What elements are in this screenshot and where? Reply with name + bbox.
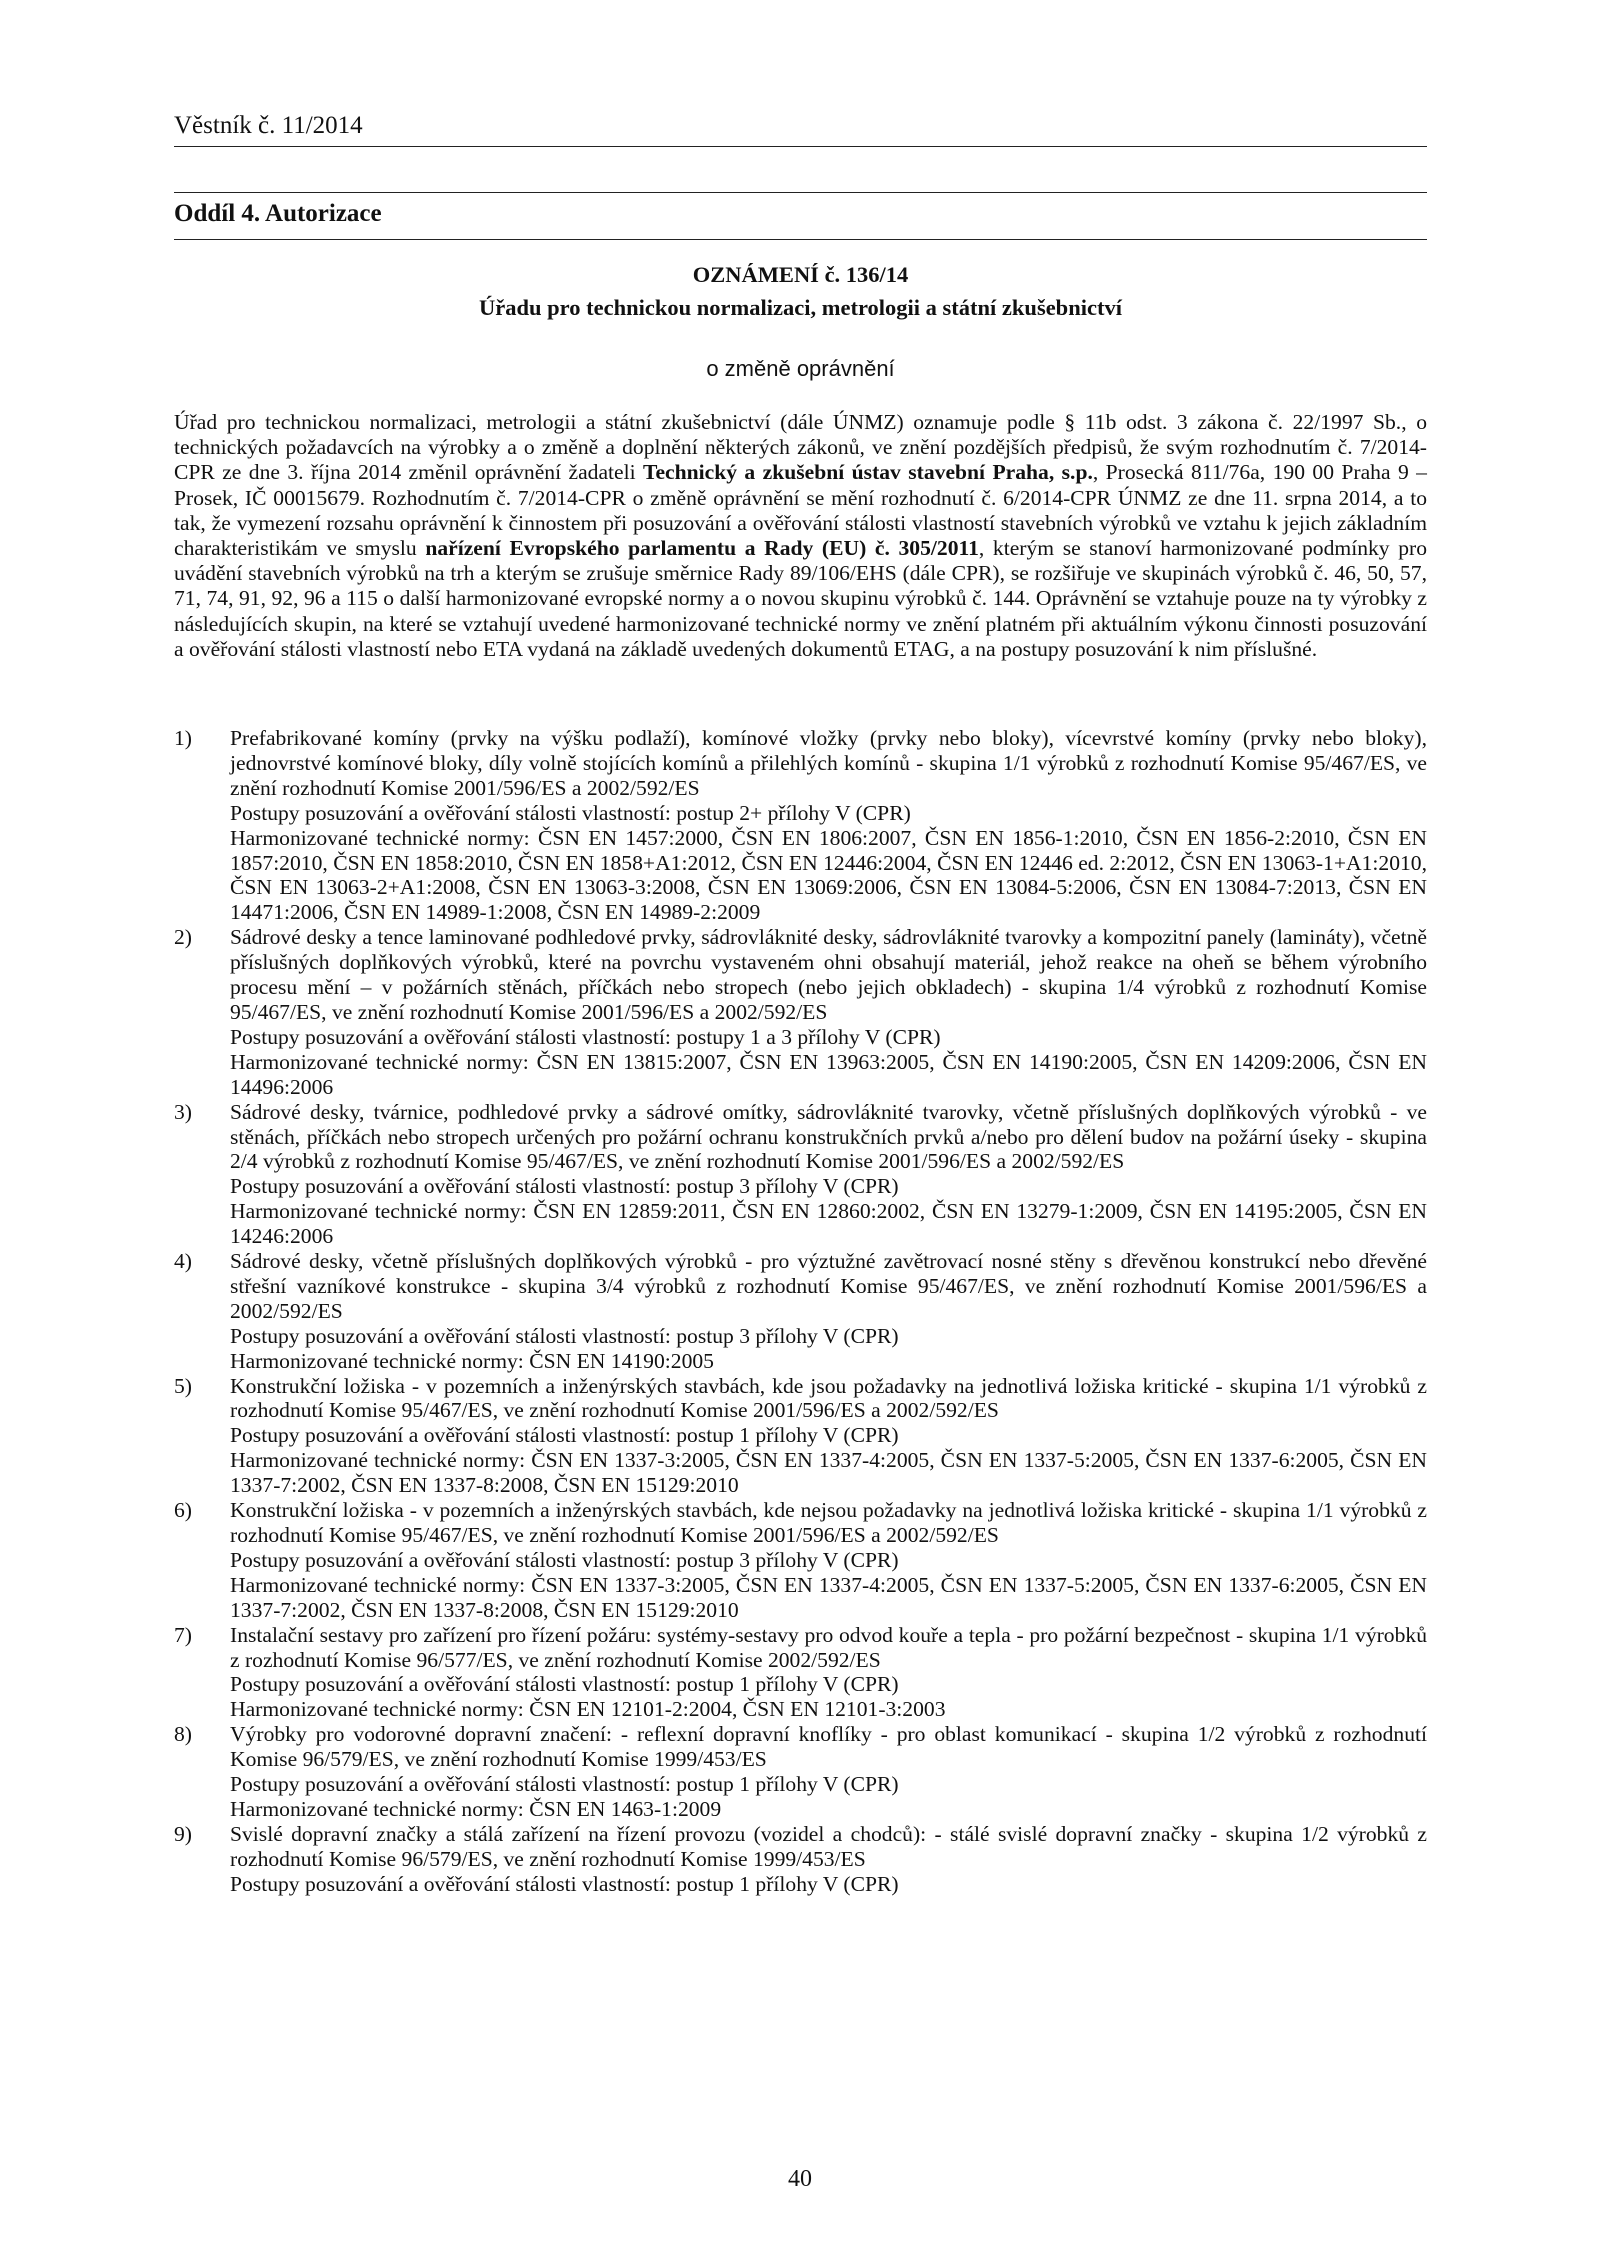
item-standards: Harmonizované technické normy: ČSN EN 1337-3:2005, ČSN EN 1337-4:2005, ČSN EN 1337-5:2005, ČSN EN 1337-6:2005, ČSN EN 1337-7:2002, ČSN EN 1337-8:2008, ČSN EN 15129:2010 [230, 1572, 1427, 1622]
intro-text-1: Úřad pro technickou normalizaci, metrologii a státní zkušebnictví (dále ÚNMZ) oznamuje podle § 11b odst. 3 zákona č. 22/1997 Sb., o technických požadavcích na výrobky a o změně a doplnění některých zákonů, ve znění pozdějších předpisů, že svým rozhodnutím č. 7/2014-CPR ze dne 3. října 2014 změnil oprávnění žadateli [174, 410, 1427, 485]
applicant-name: Technický a zkušební ústav stavební Praha, s.p. [643, 460, 1093, 485]
regulation-reference: nařízení Evropského parlamentu a Rady (EU) č. 305/2011 [425, 536, 979, 561]
header-rule [174, 146, 1427, 147]
item-procedure: Postupy posuzování a ověřování stálosti vlastností: postup 3 přílohy V (CPR) [230, 1323, 899, 1348]
list-item [174, 726, 1427, 925]
item-description: Sádrové desky, tvárnice, podhledové prvky a sádrové omítky, sádrovláknité tvarovky, včetně příslušných doplňkových výrobků - ve stěnách, příčkách nebo stropech určených pro požární ochranu konstrukčních prvků a/nebo pro dělení budov na požární úseky - skupina 2/4 výrobků z rozhodnutí Komise 95/467/ES, ve znění rozhodnutí Komise 2001/596/ES a 2002/592/ES [230, 1099, 1427, 1174]
publication-header: Věstník č. 11/2014 [174, 112, 363, 139]
product-group-list [174, 726, 1427, 1897]
item-description: Výrobky pro vodorovné dopravní značení: - reflexní dopravní knoflíky - pro oblast komunikací - skupina 1/2 výrobků z rozhodnutí Komise 96/579/ES, ve znění rozhodnutí Komise 1999/453/ES [230, 1722, 1427, 1772]
item-description: Konstrukční ložiska - v pozemních a inženýrských stavbách, kde jsou požadavky na jednotlivá ložiska kritické - skupina 1/1 výrobků z rozhodnutí Komise 95/467/ES, ve znění rozhodnutí Komise 2001/596/ES a 2002/592/ES [230, 1373, 1427, 1423]
item-description: Sádrové desky, včetně příslušných doplňkových výrobků - pro výztužné zavětrovací nosné stěny s dřevěnou konstrukcí nebo dřevěné střešní vazníkové konstrukce - skupina 3/4 výrobků z rozhodnutí Komise 95/467/ES, ve znění rozhodnutí Komise 2001/596/ES a 2002/592/ES [230, 1249, 1427, 1323]
notice-issuer: Úřadu pro technickou normalizaci, metrologii a státní zkušebnictví [479, 295, 1122, 320]
item-procedure: Postupy posuzování a ověřování stálosti vlastností: postup 1 přílohy V (CPR) [230, 1871, 899, 1896]
item-standards: Harmonizované technické normy: ČSN EN 1337-3:2005, ČSN EN 1337-4:2005, ČSN EN 1337-5:2005, ČSN EN 1337-6:2005, ČSN EN 1337-7:2002, ČSN EN 1337-8:2008, ČSN EN 15129:2010 [230, 1448, 1427, 1498]
item-standards: Harmonizované technické normy: ČSN EN 14190:2005 [230, 1348, 714, 1373]
item-standards: Harmonizované technické normy: ČSN EN 13815:2007, ČSN EN 13963:2005, ČSN EN 14190:2005, ČSN EN 14209:2006, ČSN EN 14496:2006 [230, 1049, 1427, 1099]
intro-text-3: , kterým se stanoví harmonizované podmínky pro uvádění stavebních výrobků na trh a kterým se zrušuje směrnice Rady 89/106/EHS (dále CPR), se rozšiřuje ve skupinách výrobků č. 46, 50, 57, 71, 74, 91, 92, 96 a 115 o další harmonizované evropské normy a o novou skupinu výrobků č. 144. Oprávnění se vztahuje pouze na ty výrobky z následujících skupin, na které se vztahují uvedené harmonizované technické normy ve znění platném při aktuálním výkonu činnosti posuzování a ověřování stálosti vlastností nebo ETA vydaná na základě uvedených dokumentů ETAG, a na postupy posuzování k nim příslušné. [174, 536, 1427, 661]
item-description: Instalační sestavy pro zařízení pro řízení požáru: systémy-sestavy pro odvod kouře a tepla - pro požární bezpečnost - skupina 1/1 výrobků z rozhodnutí Komise 96/577/ES, ve znění rozhodnutí Komise 2002/592/ES [230, 1622, 1427, 1672]
item-number: 3) [174, 1099, 192, 1124]
list-item [174, 1822, 1427, 1897]
item-number: 8) [174, 1722, 192, 1747]
item-procedure: Postupy posuzování a ověřování stálosti vlastností: postup 1 přílohy V (CPR) [230, 1672, 899, 1697]
item-number: 7) [174, 1622, 192, 1647]
item-number: 6) [174, 1498, 192, 1523]
notice-subject: o změně oprávnění [706, 356, 895, 381]
item-number: 4) [174, 1249, 192, 1274]
item-number: 2) [174, 925, 192, 950]
page-number: 40 [788, 2166, 812, 2192]
item-description: Sádrové desky a tence laminované podhledové prvky, sádrovláknité desky, sádrovláknité tvarovky a kompozitní panely (lamináty), včetně příslušných doplňkových výrobků, které na povrchu vystaveném ohni obsahují materiál, jehož reakce na oheň se během výrobního procesu mění – v požárních stěnách, příčkách nebo stropech (nebo jejich obkladech) - skupina 1/4 výrobků z rozhodnutí Komise 95/467/ES, ve znění rozhodnutí Komise 2001/596/ES a 2002/592/ES [230, 925, 1427, 1024]
section-rule-top [174, 192, 1427, 193]
item-standards: Harmonizované technické normy: ČSN EN 12859:2011, ČSN EN 12860:2002, ČSN EN 13279-1:2009, ČSN EN 14195:2005, ČSN EN 14246:2006 [230, 1199, 1427, 1249]
list-item [174, 1498, 1427, 1623]
list-item [174, 925, 1427, 1099]
section-rule-bottom [174, 239, 1427, 240]
item-procedure: Postupy posuzování a ověřování stálosti vlastností: postup 1 přílohy V (CPR) [230, 1772, 899, 1797]
item-number: 1) [174, 726, 192, 750]
intro-text-2: , Prosecká 811/76a, 190 00 Praha 9 – Prosek, IČ 00015679. Rozhodnutím č. 7/2014-CPR o změně oprávnění se mění rozhodnutí č. 6/2014-CPR ÚNMZ ze dne 11. srpna 2014, a to tak, že vymezení rozsahu oprávnění k činnostem při posuzování a ověřování stálosti vlastností stavebních výrobků ve vztahu k jejich základním charakteristikám ve smyslu [174, 460, 1427, 561]
item-number: 9) [174, 1821, 192, 1846]
item-procedure: Postupy posuzování a ověřování stálosti vlastností: postup 3 přílohy V (CPR) [230, 1174, 899, 1199]
item-procedure: Postupy posuzování a ověřování stálosti vlastností: postup 3 přílohy V (CPR) [230, 1547, 899, 1572]
intro-paragraph [174, 410, 1427, 662]
item-procedure: Postupy posuzování a ověřování stálosti vlastností: postup 2+ přílohy V (CPR) [230, 800, 911, 825]
item-number: 5) [174, 1373, 192, 1398]
item-procedure: Postupy posuzování a ověřování stálosti vlastností: postupy 1 a 3 přílohy V (CPR) [230, 1024, 941, 1049]
notice-title: OZNÁMENÍ č. 136/14 [692, 262, 909, 287]
item-description: Svislé dopravní značky a stálá zařízení na řízení provozu (vozidel a chodců): - stálé svislé dopravní značky - skupina 1/2 výrobků z rozhodnutí Komise 96/579/ES, ve znění rozhodnutí Komise 1999/453/ES [230, 1821, 1427, 1871]
list-item [174, 1374, 1427, 1499]
list-item [174, 1722, 1427, 1822]
section-title: Oddíl 4. Autorizace [174, 200, 382, 227]
list-item [174, 1249, 1427, 1374]
item-description: Konstrukční ložiska - v pozemních a inženýrských stavbách, kde nejsou požadavky na jednotlivá ložiska kritické - skupina 1/1 výrobků z rozhodnutí Komise 95/467/ES, ve znění rozhodnutí Komise 2001/596/ES a 2002/592/ES [230, 1498, 1427, 1547]
item-standards: Harmonizované technické normy: ČSN EN 12101-2:2004, ČSN EN 12101-3:2003 [230, 1697, 946, 1722]
item-standards: Harmonizované technické normy: ČSN EN 1457:2000, ČSN EN 1806:2007, ČSN EN 1856-1:2010, ČSN EN 1856-2:2010, ČSN EN 1857:2010, ČSN EN 1858:2010, ČSN EN 1858+A1:2012, ČSN EN 12446:2004, ČSN EN 12446 ed. 2:2012, ČSN EN 13063-1+A1:2010, ČSN EN 13063-2+A1:2008, ČSN EN 13063-3:2008, ČSN EN 13069:2006, ČSN EN 13084-5:2006, ČSN EN 13084-7:2013, ČSN EN 14471:2006, ČSN EN 14989-1:2008, ČSN EN 14989-2:2009 [230, 825, 1427, 925]
item-procedure: Postupy posuzování a ověřování stálosti vlastností: postup 1 přílohy V (CPR) [230, 1423, 899, 1448]
list-item [174, 1623, 1427, 1723]
item-standards: Harmonizované technické normy: ČSN EN 1463-1:2009 [230, 1796, 722, 1821]
item-description: Prefabrikované komíny (prvky na výšku podlaží), komínové vložky (prvky nebo bloky), vícevrstvé komíny (prvky nebo bloky), jednovrstvé komínové bloky, díly volně stojících komínů a přilehlých komínů - skupina 1/1 výrobků z rozhodnutí Komise 95/467/ES, ve znění rozhodnutí Komise 2001/596/ES a 2002/592/ES [230, 726, 1427, 800]
list-item [174, 1100, 1427, 1249]
